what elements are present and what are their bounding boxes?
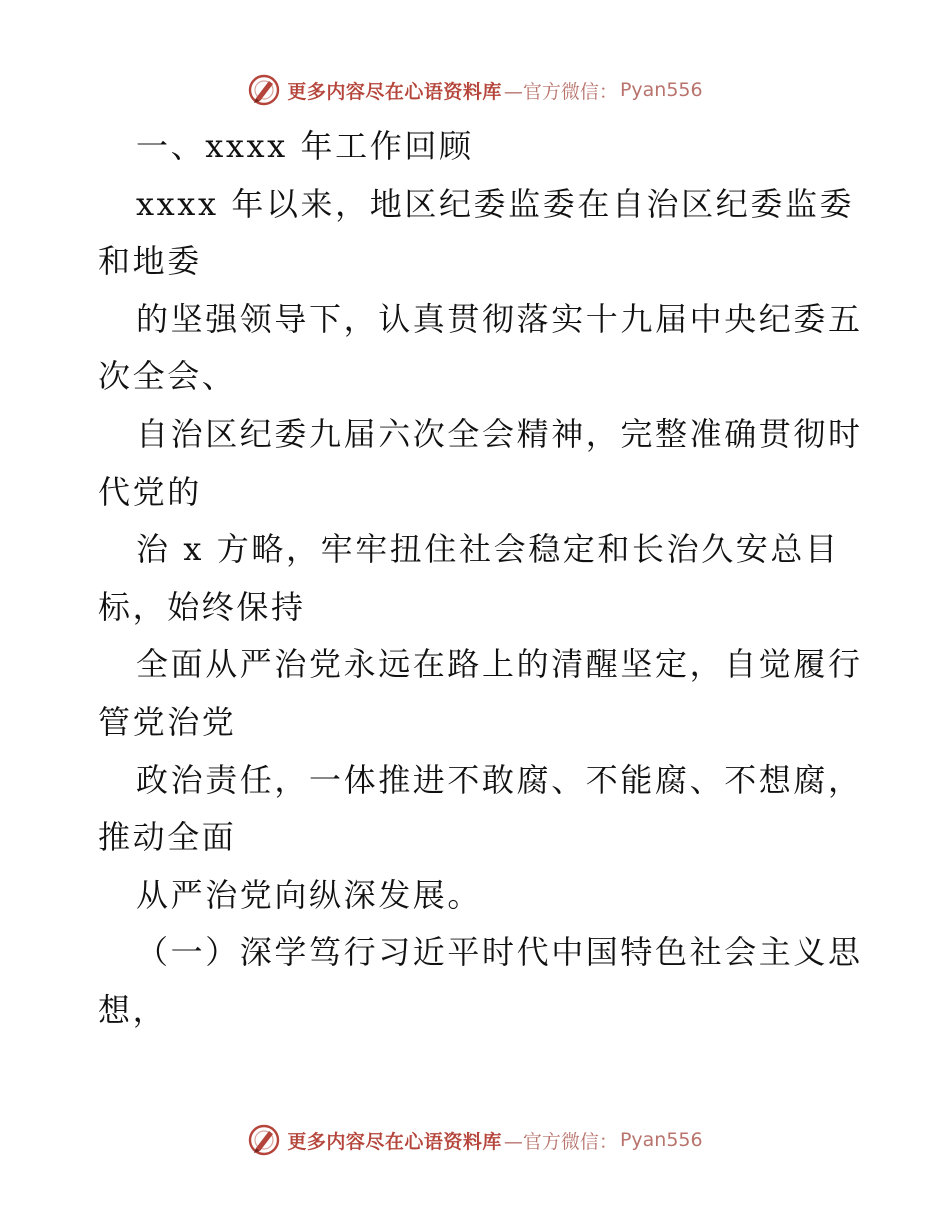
banner-sub-text: —官方微信： <box>503 80 618 103</box>
banner-main-text: 更多内容尽在心语资料库 <box>287 80 502 103</box>
text-line: 想， <box>98 990 168 1029</box>
banner-main-text: 更多内容尽在心语资料库 <box>287 1130 502 1153</box>
text-line: 自治区纪委九届六次全会精神，完整准确贯彻时 <box>136 414 863 453</box>
text-line: 管党治党 <box>98 702 237 741</box>
banner-account: Pyan556 <box>619 79 703 101</box>
banner-sub-text: —官方微信： <box>503 1130 618 1153</box>
text-line: 从严治党向纵深发展。 <box>136 875 483 914</box>
footer-watermark-banner <box>0 1122 950 1158</box>
pen-logo-icon <box>247 73 281 107</box>
document-body <box>98 118 863 1040</box>
text-line: xxxx 年以来，地区纪委监委在自治区纪委监委 <box>136 184 855 223</box>
text-line: 推动全面 <box>98 818 237 857</box>
text-line: 治 x 方略，牢牢扭住社会稳定和长治久安总目 <box>136 530 840 569</box>
text-line: 代党的 <box>98 472 202 511</box>
pen-logo-icon <box>247 1123 281 1157</box>
text-line: 次全会、 <box>98 357 237 396</box>
header-watermark-banner <box>0 72 950 108</box>
text-line: 全面从严治党永远在路上的清醒坚定，自觉履行 <box>136 645 863 684</box>
text-line: 标，始终保持 <box>98 587 306 626</box>
banner-account: Pyan556 <box>619 1129 703 1151</box>
text-line: 的坚强领导下，认真贯彻落实十九届中央纪委五 <box>136 299 863 338</box>
subsection-heading: （一）深学笃行习近平时代中国特色社会主义思 <box>136 933 863 972</box>
text-line: 政治责任，一体推进不敢腐、不能腐、不想腐， <box>136 760 863 799</box>
section-heading: 一、xxxx 年工作回顾 <box>136 127 474 165</box>
text-line: 和地委 <box>98 242 202 281</box>
